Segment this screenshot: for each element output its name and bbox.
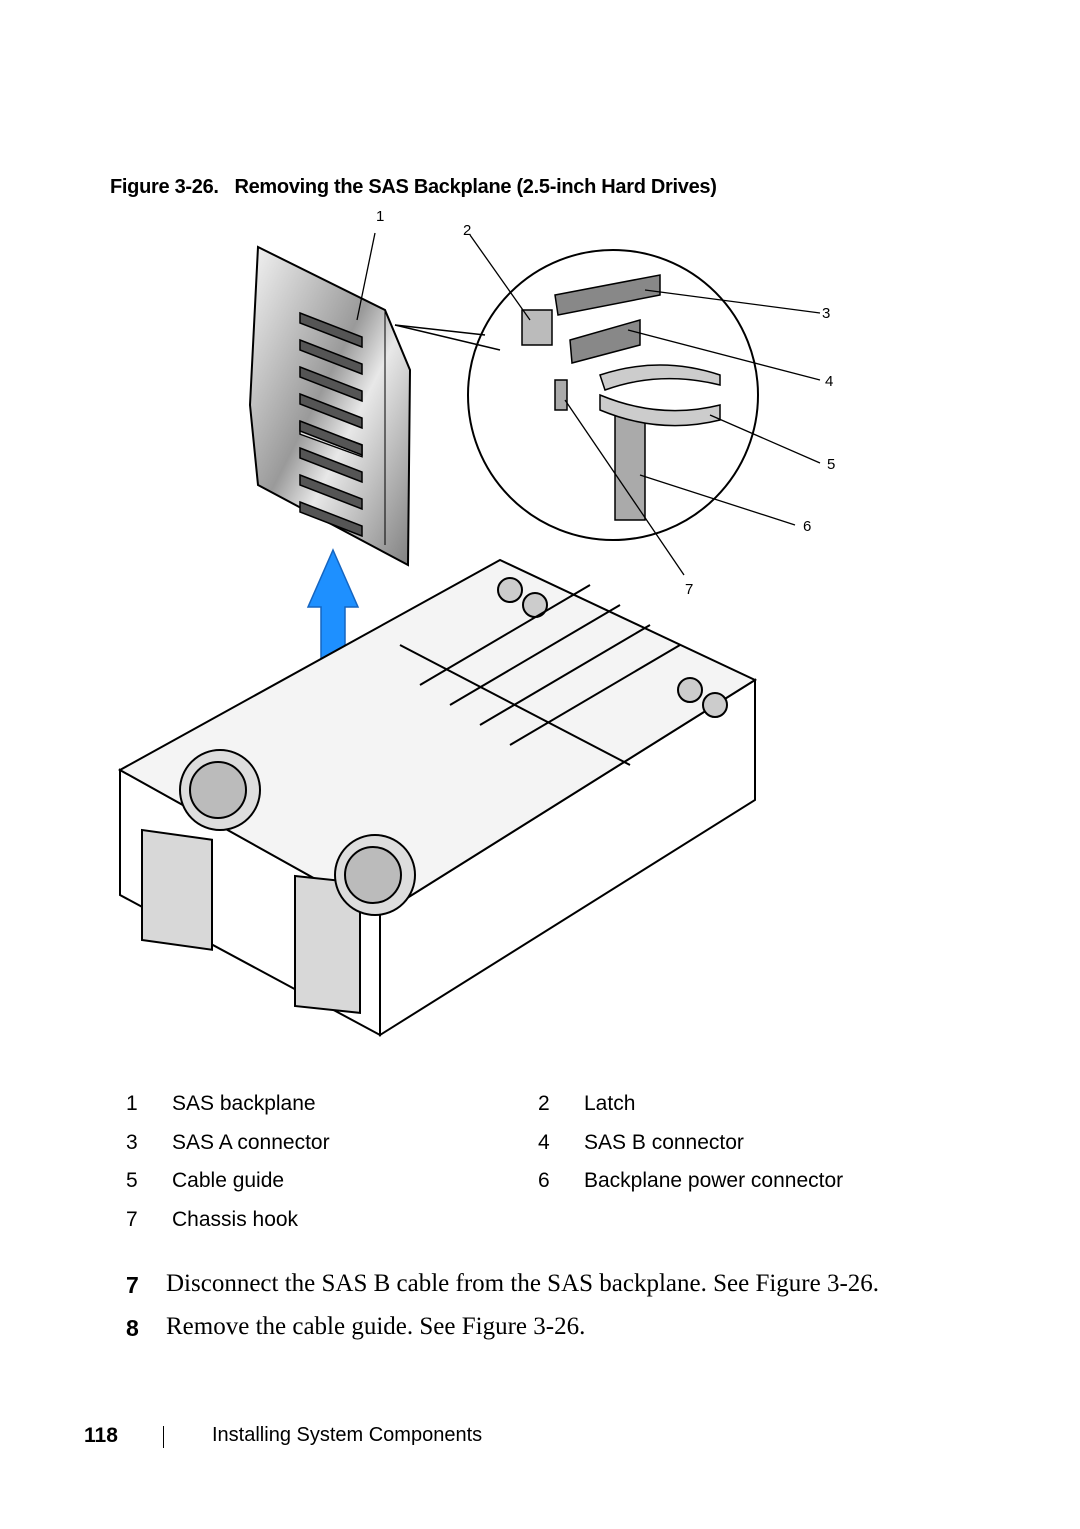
legend-row <box>118 1131 978 1170</box>
legend-num: 6 <box>538 1169 550 1192</box>
legend-label: SAS A connector <box>172 1130 330 1154</box>
legend-num: 2 <box>538 1092 550 1115</box>
step-number: 8 <box>126 1315 139 1341</box>
backplane-removal-illustration <box>0 205 1080 1045</box>
page-footer <box>0 1424 1080 1454</box>
figure-number: 3-26. <box>174 176 219 198</box>
callout-number: 4 <box>825 373 834 390</box>
legend-row <box>118 1169 978 1208</box>
callout-number: 2 <box>463 222 472 239</box>
legend-label: Latch <box>584 1092 636 1115</box>
callout-number: 3 <box>822 305 831 322</box>
page-number: 118 <box>84 1424 118 1447</box>
legend-num: 1 <box>126 1092 138 1115</box>
legend-num: 5 <box>126 1169 138 1192</box>
callout-number: 6 <box>803 518 812 535</box>
callout-number: 7 <box>685 581 694 598</box>
step-text: Disconnect the SAS B cable from the SAS backplane. See Figure 3-26. <box>166 1270 880 1297</box>
figure-caption <box>110 176 717 199</box>
legend-row <box>118 1208 978 1247</box>
legend-row <box>118 1092 978 1131</box>
callout-number: 1 <box>376 208 385 225</box>
legend-table <box>118 1092 978 1246</box>
section-title: Installing System Components <box>212 1424 483 1446</box>
step-text: Remove the cable guide. See Figure 3-26. <box>166 1313 586 1340</box>
legend-label: Backplane power connector <box>584 1169 844 1192</box>
legend-num: 3 <box>126 1130 138 1154</box>
callout-number: 5 <box>827 456 836 473</box>
legend-num: 4 <box>538 1130 550 1154</box>
legend-label: Cable guide <box>172 1169 285 1192</box>
legend-label: Chassis hook <box>172 1207 299 1231</box>
figure-prefix: Figure <box>110 176 170 198</box>
legend-num: 7 <box>126 1207 138 1231</box>
server-chassis-drawing <box>120 560 755 1035</box>
footer-divider <box>163 1426 164 1448</box>
legend-label: SAS backplane <box>172 1092 316 1115</box>
legend-label: SAS B connector <box>584 1130 744 1154</box>
figure-title: Removing the SAS Backplane (2.5-inch Hard Drives) <box>234 176 717 198</box>
step-number: 7 <box>126 1272 139 1298</box>
